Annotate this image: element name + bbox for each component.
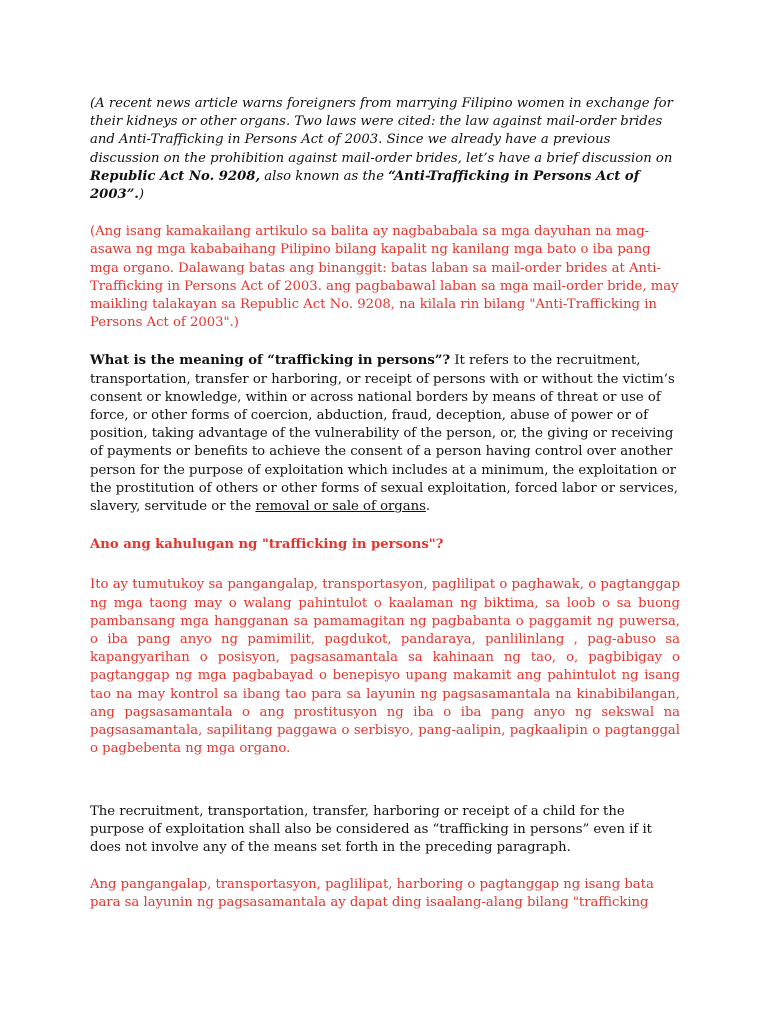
definition-english-body: It refers to the recruitment, transportation, transfer or harboring, or receipt of persons with or without the victim’s consent or knowledge, within or across national borders by means of threat or use of force, or other forms of coercion, abduction, fraud, deception, abuse of power or of position, taking advantage of the vulnerability of the person, or, the giving or receiving of payments or benefits to achieve the consent of a person having control over another person for the purpose of exploitation which includes at a minimum, the exploitation or the prostitution of others or other forms of sexual exploitation, forced labor or services, slavery, servitude or the: [90, 353, 678, 515]
document-page: [90, 95, 680, 913]
definition-tagalog-question-text: Ano ang kahulugan ng "trafficking in persons"?: [90, 537, 444, 553]
definition-english-end: .: [425, 499, 431, 515]
removal-or-sale-of-organs-text: removal or sale of organs: [255, 499, 426, 515]
definition-english-question: What is the meaning of “trafficking in persons”?: [90, 353, 451, 369]
child-tagalog-paragraph: Ang pangangalap, transportasyon, paglilipat, harboring o pagtanggap ng isang bata para sa layunin ng pagsasamantala ay dapat ding isaalang-alang bilang "trafficking: [90, 877, 654, 911]
republic-act-number: Republic Act No. 9208,: [90, 168, 261, 184]
child-english-paragraph: The recruitment, transportation, transfer, harboring or receipt of a child for the purpose of exploitation shall also be considered as “trafficking in persons” even if it does not involve any of the means set forth in the preceding paragraph.: [90, 803, 652, 855]
definition-tagalog-question: [90, 536, 680, 554]
intro-english-paragraph: [90, 95, 680, 204]
intro-tagalog-paragraph: (Ang isang kamakailang artikulo sa balita ay nagbababala sa mga dayuhan na mag-asawa ng mga kababaihang Pilipino bilang kapalit ng kanilang mga bato o iba pang mga organo. Dalawang batas ang binanggit: batas laban sa mail-order brides at Anti-Trafficking in Persons Act of 2003. ang pagbabawal laban sa mga mail-order bride, may maikling talakayan sa Republic Act No. 9208, na kilala rin bilang "Anti-Trafficking in Persons Act of 2003".): [90, 224, 679, 331]
definition-english-paragraph: [90, 352, 680, 516]
intro-english-close: ): [138, 187, 145, 203]
intro-english-text: (A recent news article warns foreigners from marrying Filipino women in exchange for their kidneys or other organs. Two laws were cited: the law against mail-order brides and Anti-Trafficking in Persons Act of 2003. Since we already have a previous discussion on the prohibition against mail-order brides, let’s have a brief discussion on: [90, 96, 673, 166]
definition-tagalog-body: Ito ay tumutukoy sa pangangalap, transportasyon, paglilipat o paghawak, o pagtanggap ng mga taong may o walang pahintulot o kaalaman ng biktima, sa loob o sa buong pambansang mga hangganan sa pamamagitan ng pagbabanta o paggamit ng puwersa, o iba pang anyo ng pamimilit, pagdukot, pandaraya, panlilinlang , pag-abuso sa kapangyarihan o posisyon, pagsasamantala sa kahinaan ng tao, o, pagbibigay o pagtanggap ng mga pagbabayad o benepisyo upang makamit ang pahintulot ng isang tao na may kontrol sa ibang tao para sa layunin ng pagsasamantala na kinabibilangan, ang pagsasamantala o ang prostitusyon ng iba o iba pang anyo ng sekswal na pagsasamantala, sapilitang paggawa o serbisyo, pang-aalipin, pagkaalipin o pagtanggal o pagbebenta ng mga organo.: [90, 577, 680, 757]
act-title: “Anti-Trafficking in Persons Act of 2003”.: [90, 168, 640, 203]
intro-english-text-2: also known as the: [260, 168, 389, 184]
